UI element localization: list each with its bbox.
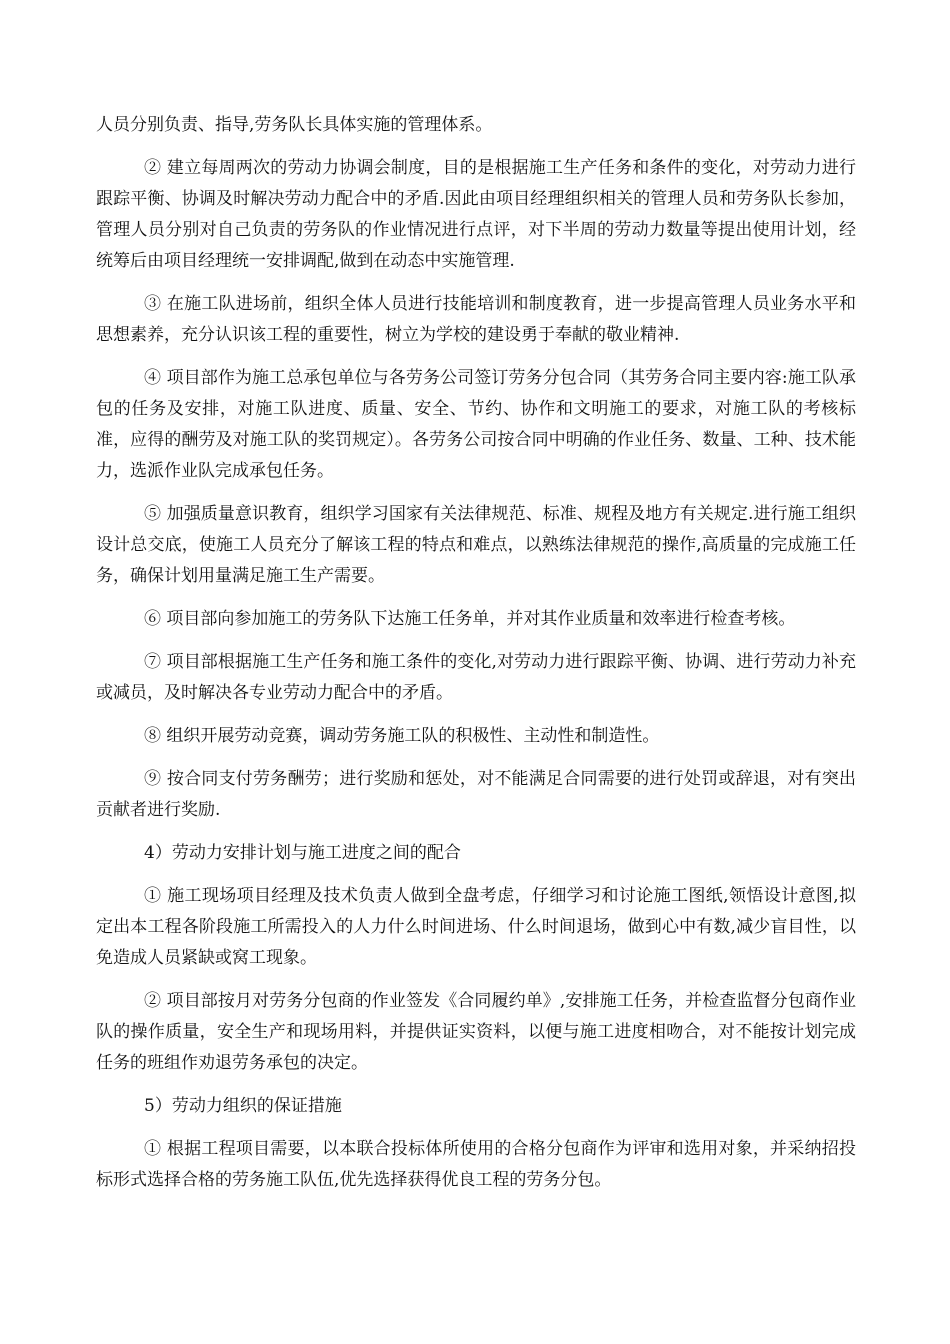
paragraph-item-2-weekly-meeting: ② 建立每周两次的劳动力协调会制度，目的是根据施工生产任务和条件的变化，对劳动力进行跟踪平衡、协调及时解决劳动力配合中的矛盾.因此由项目经理组织相关的管理人员和劳务队长参加，管理人员分别对自己负责的劳务队的作业情况进行点评，对下半周的劳动力数量等提出使用计划，经统筹后由项目经理统一安排调配,做到在动态中实施管理. [96,158,856,271]
paragraph-continuation: 人员分别负责、指导,劳务队长具体实施的管理体系。 [96,115,493,135]
document-body [96,110,856,1208]
section-heading-5: 5）劳动力组织的保证措施 [144,1096,342,1116]
paragraph-item-5-quality: ⑤ 加强质量意识教育，组织学习国家有关法律规范、标准、规程及地方有关规定.进行施工组织设计总交底，使施工人员充分了解该工程的特点和难点，以熟练法律规范的操作,高质量的完成施工任务，确保计划用量满足施工生产需要。 [96,504,856,586]
paragraph-section-5-item-1: ① 根据工程项目需要，以本联合投标体所使用的合格分包商作为评审和选用对象，并采纳招投标形式选择合格的劳务施工队伍,优先选择获得优良工程的劳务分包。 [96,1139,856,1190]
section-heading-4: 4）劳动力安排计划与施工进度之间的配合 [144,843,461,863]
paragraph-item-7-balance: ⑦ 项目部根据施工生产任务和施工条件的变化,对劳动力进行跟踪平衡、协调、进行劳动力补充或减员，及时解决各专业劳动力配合中的矛盾。 [96,652,856,703]
paragraph-item-4-subcontract: ④ 项目部作为施工总承包单位与各劳务公司签订劳务分包合同（其劳务合同主要内容:施工队承包的任务及安排，对施工队进度、质量、安全、节约、协作和文明施工的要求，对施工队的考核标准，应得的酬劳及对施工队的奖罚规定）。各劳务公司按合同中明确的作业任务、数量、工种、技术能力，选派作业队完成承包任务。 [96,368,856,481]
paragraph-item-8-competition: ⑧ 组织开展劳动竞赛，调动劳务施工队的积极性、主动性和制造性。 [144,726,660,746]
paragraph-section-4-item-2: ② 项目部按月对劳务分包商的作业签发《合同履约单》,安排施工任务，并检查监督分包商作业队的操作质量，安全生产和现场用料，并提供证实资料，以便与施工进度相吻合，对不能按计划完成任务的班组作劝退劳务承包的决定。 [96,991,856,1073]
paragraph-item-9-payment: ⑨ 按合同支付劳务酬劳；进行奖励和惩处，对不能满足合同需要的进行处罚或辞退，对有突出贡献者进行奖励. [96,769,856,820]
paragraph-item-3-training: ③ 在施工队进场前，组织全体人员进行技能培训和制度教育，进一步提高管理人员业务水平和思想素养，充分认识该工程的重要性，树立为学校的建设勇于奉献的敬业精神. [96,294,856,345]
paragraph-section-4-item-1: ① 施工现场项目经理及技术负责人做到全盘考虑，仔细学习和讨论施工图纸,领悟设计意图,拟定出本工程各阶段施工所需投入的人力什么时间进场、什么时间退场，做到心中有数,减少盲目性，以免造成人员紧缺或窝工现象。 [96,886,856,968]
paragraph-item-6-task-order: ⑥ 项目部向参加施工的劳务队下达施工任务单，并对其作业质量和效率进行检查考核。 [144,609,796,629]
